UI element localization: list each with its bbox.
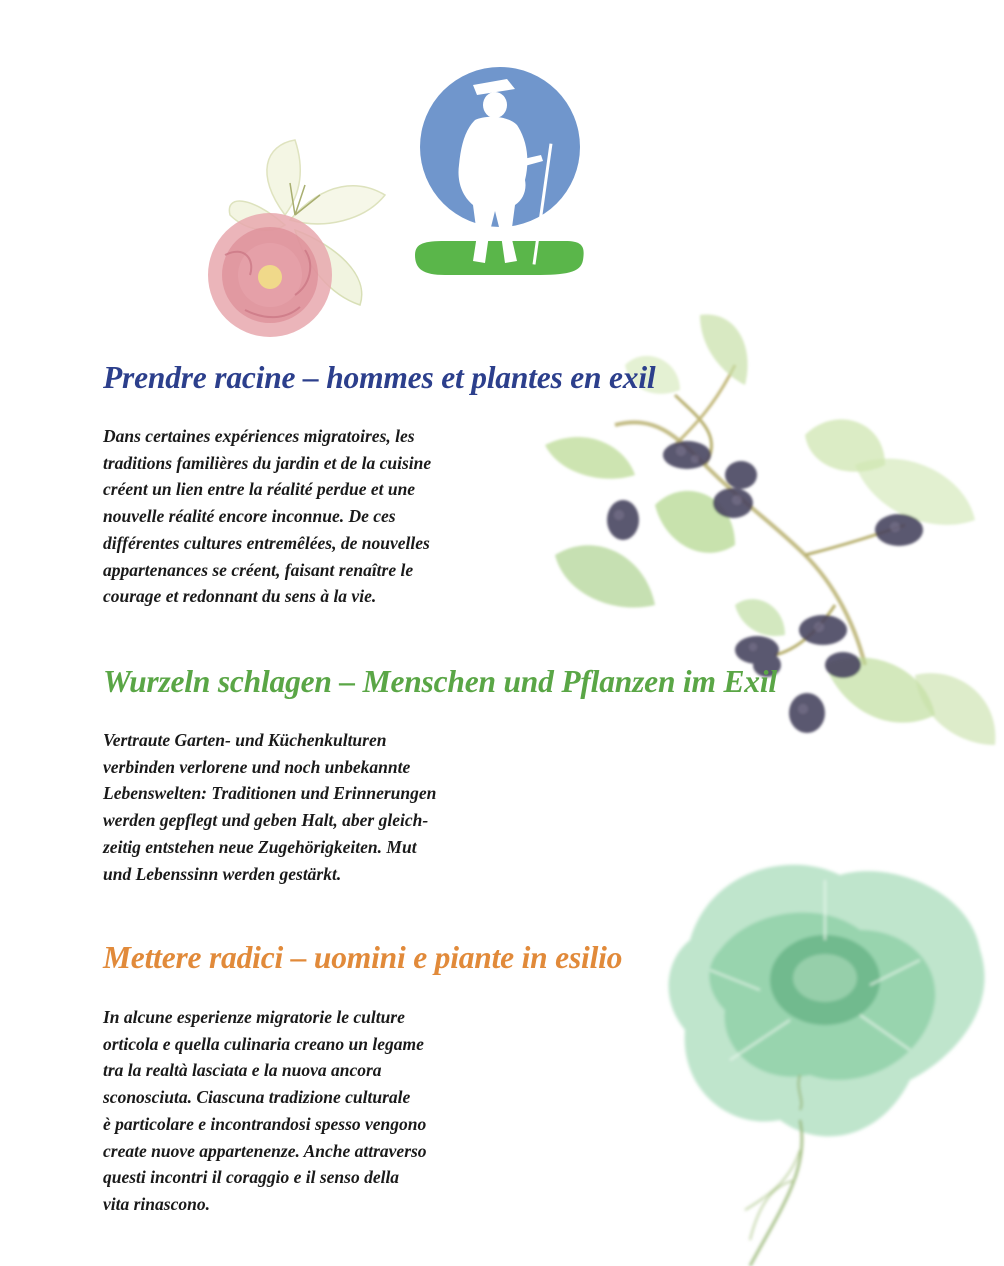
body-line: courage et redonnant du sens à la vie. [103, 586, 377, 607]
section-title-fr: Prendre racine – hommes et plantes en exil [103, 360, 656, 395]
body-line: tra la realtà lasciata e la nuova ancora [103, 1060, 382, 1081]
section-body-it [103, 1004, 427, 1218]
body-line: nouvelle réalité encore inconnue. De ces [103, 506, 396, 527]
body-line: vita rinascono. [103, 1193, 210, 1214]
body-line: zeitig entstehen neue Zugehörigkeiten. Mut [103, 836, 417, 857]
body-line: è particolare e incontrandosi spesso vengono [103, 1113, 427, 1134]
body-line: und Lebenssinn werden gestärkt. [103, 863, 342, 884]
section-body-fr [103, 423, 431, 610]
body-line: create nuove appartenenze. Anche attraverso [103, 1140, 427, 1161]
body-line: Lebenswelten: Traditionen und Erinnerungen [103, 783, 437, 804]
section-body-de [103, 727, 436, 887]
cabbage-watercolor-icon [650, 850, 1000, 1266]
body-line: sconosciuta. Ciascuna tradizione culturale [103, 1087, 411, 1108]
lily-and-rose-watercolor-icon [195, 135, 395, 340]
body-line: questi incontri il coraggio e il senso della [103, 1167, 400, 1188]
body-line: différentes cultures entremêlées, de nouvelles [103, 532, 430, 553]
body-line: orticola e quella culinaria creano un legame [103, 1033, 424, 1054]
body-line: Dans certaines expériences migratoires, les [103, 426, 415, 446]
section-title-de: Wurzeln schlagen – Menschen und Pflanzen im Exil [103, 664, 777, 699]
body-line: In alcune esperienze migratorie le culture [103, 1007, 405, 1027]
section-title-it: Mettere radici – uomini e piante in esilio [103, 940, 623, 975]
body-line: appartenances se créent, faisant renaître le [103, 559, 414, 580]
body-line: créent un lien entre la réalité perdue et une [103, 479, 416, 500]
body-line: Vertraute Garten- und Küchenkulturen [103, 730, 387, 750]
body-line: traditions familières du jardin et de la cuisine [103, 452, 432, 473]
body-line: werden gepflegt und geben Halt, aber gleich- [103, 810, 429, 831]
walker-silhouette-logo-icon [415, 65, 587, 280]
body-line: verbinden verlorene und noch unbekannte [103, 756, 411, 777]
